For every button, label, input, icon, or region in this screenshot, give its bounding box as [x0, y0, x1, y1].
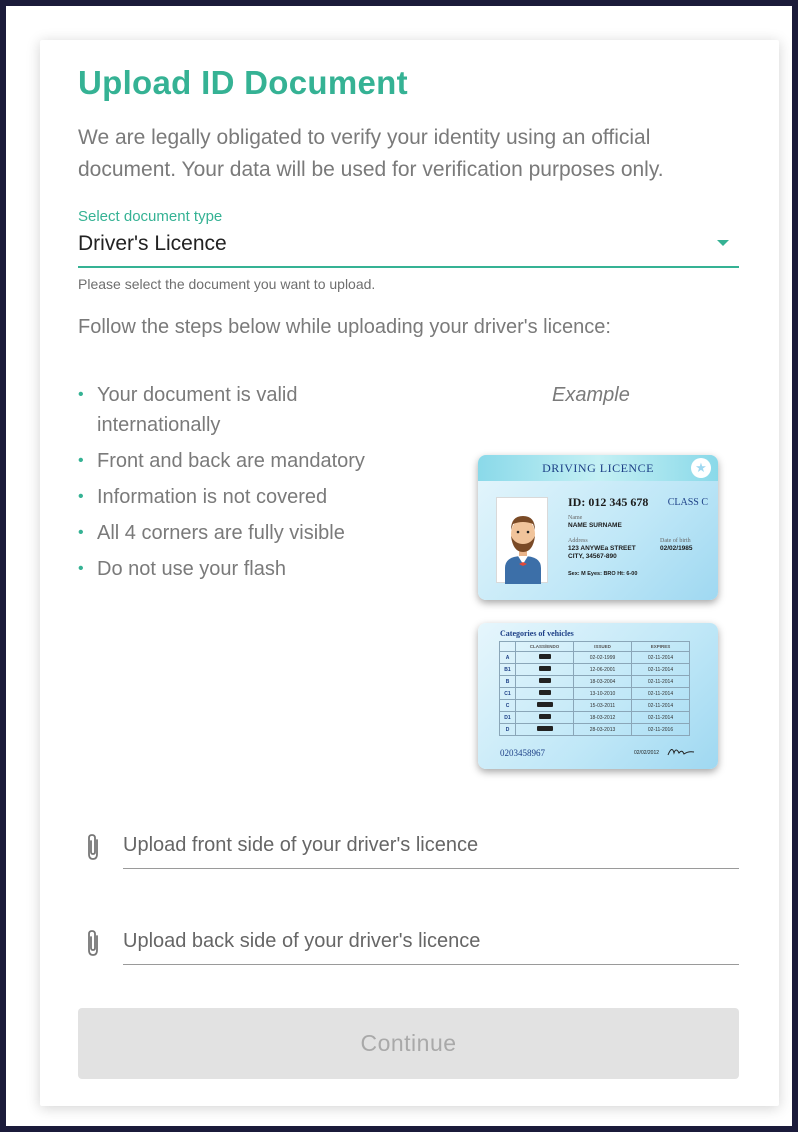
- bullet-icon: •: [78, 386, 84, 403]
- bullet-icon: •: [78, 524, 84, 541]
- table-row: A 02-02-1999 02-11-2014: [500, 652, 690, 664]
- licence-class: CLASS C: [667, 497, 708, 508]
- steps-intro: Follow the steps below while uploading your driver's licence:: [78, 316, 611, 338]
- name-label: Name: [568, 515, 583, 521]
- address-line-2: CITY, 34567-890: [568, 553, 617, 560]
- portrait-photo: [496, 497, 548, 583]
- bullet-icon: •: [78, 488, 84, 505]
- categories-table: CLASS/ENDO ISSUED EXPIRES A 02-02-1999 02-11-2014 B1 12-06-2001 02-11-2014 B 18-03-2004 02-11-2014 C1 13-10-2010 02-11-2014 C 15-03-2011 02-11-2014 D1 18-03-2012 02-11-2014 D 28-03-2013 02-11-2016: [499, 641, 690, 736]
- document-type-select[interactable]: [78, 206, 739, 268]
- document-type-value: Driver's Licence: [78, 232, 227, 255]
- document-type-label: Select document type: [78, 208, 223, 225]
- table-row: D 28-03-2013 02-11-2016: [500, 724, 690, 736]
- caret-down-icon: [717, 240, 729, 246]
- page-frame: [6, 6, 792, 1126]
- table-row: B 18-03-2004 02-11-2014: [500, 676, 690, 688]
- upload-back-label: Upload back side of your driver's licence: [123, 930, 481, 952]
- continue-button[interactable]: Continue: [78, 1008, 739, 1079]
- upload-id-card: [40, 40, 779, 1106]
- truck-icon: [537, 702, 553, 707]
- table-row: D1 18-03-2012 02-11-2014: [500, 712, 690, 724]
- licence-number: 0203458967: [500, 748, 545, 758]
- intro-text: We are legally obligated to verify your identity using an official document. Your data will be used for verification purposes only.: [78, 126, 664, 181]
- licence-id: ID: 012 345 678: [568, 495, 649, 509]
- paperclip-icon: [84, 832, 102, 862]
- example-label: Example: [552, 384, 630, 406]
- document-type-helper: Please select the document you want to upload.: [78, 276, 376, 292]
- motorbike-icon: [539, 654, 551, 659]
- step-item: • Front and back are mandatory: [78, 446, 418, 476]
- page-title: Upload ID Document: [78, 64, 408, 101]
- portrait-icon: [497, 498, 549, 584]
- address-label: Address: [568, 538, 588, 544]
- car-icon: [539, 678, 551, 683]
- dob-value: 02/02/1985: [660, 545, 693, 552]
- paperclip-icon: [84, 928, 102, 958]
- signature-icon: [666, 743, 698, 759]
- address-line-1: 123 ANYWEa STREET: [568, 545, 636, 552]
- minibus-icon: [539, 714, 551, 719]
- table-row: C1 13-10-2010 02-11-2014: [500, 688, 690, 700]
- step-item: • Information is not covered: [78, 482, 418, 512]
- table-row: C 15-03-2011 02-11-2014: [500, 700, 690, 712]
- star-icon: ★: [691, 458, 711, 478]
- table-row: B1 12-06-2001 02-11-2014: [500, 664, 690, 676]
- example-licence-front: [478, 455, 718, 600]
- upload-front-input[interactable]: [123, 826, 739, 869]
- bullet-icon: •: [78, 452, 84, 469]
- licence-date: 02/02/2012: [634, 750, 660, 756]
- bullet-icon: •: [78, 560, 84, 577]
- name-value: NAME SURNAME: [568, 522, 622, 529]
- upload-front-field[interactable]: [78, 826, 739, 876]
- van-icon: [539, 690, 551, 695]
- car-icon: [539, 666, 551, 671]
- step-item: • All 4 corners are fully visible: [78, 518, 418, 548]
- upload-front-label: Upload front side of your driver's licence: [123, 834, 479, 856]
- step-item: • Do not use your flash: [78, 554, 418, 584]
- categories-title: Categories of vehicles: [500, 629, 574, 638]
- dob-label: Date of birth: [660, 538, 691, 544]
- bus-icon: [537, 726, 553, 731]
- licence-header: [478, 455, 718, 481]
- upload-back-input[interactable]: [123, 922, 739, 965]
- step-item: • Your document is valid internationally: [78, 380, 418, 440]
- licence-header-text: DRIVING LICENCE: [542, 461, 654, 475]
- example-licence-back: [478, 623, 718, 769]
- licence-details: Sex: M Eyes: BRO Ht: 6-00: [568, 571, 638, 577]
- upload-back-field[interactable]: [78, 922, 739, 972]
- steps-list: [78, 380, 418, 590]
